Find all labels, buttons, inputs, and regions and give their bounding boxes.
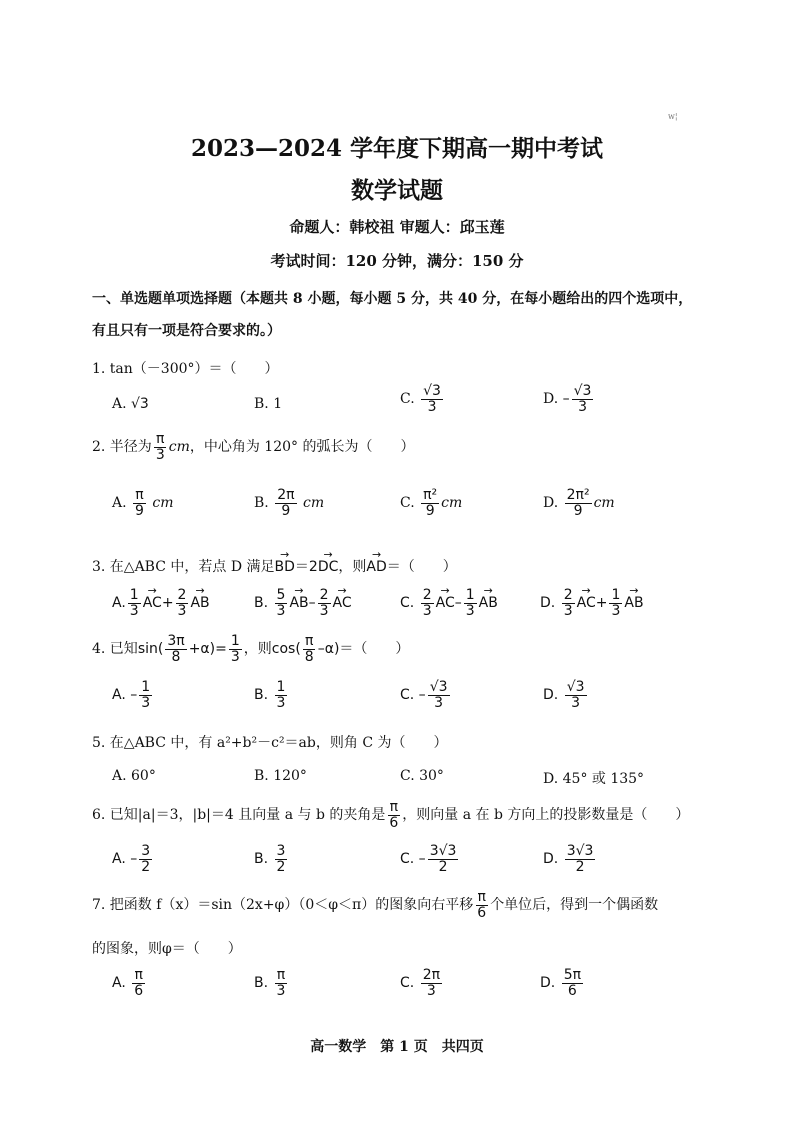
exam-title: 2023—2024 学年度下期高一期中考试	[190, 135, 604, 162]
q7-option-c: C. $\frac{2\pi}{3}$	[400, 967, 441, 999]
q2-option-c: C. $\frac{\text{π²}}{9}$ cm	[400, 487, 463, 519]
q3-option-c: C. $\frac{2}{3}$ → AC– $\frac{1}{3}$ → AB	[400, 588, 498, 618]
q7-option-d-label: D.	[540, 975, 556, 992]
q1-option-a-label: A.	[112, 396, 127, 412]
q4-option-a: A. – $\frac{1}{3}$	[112, 679, 151, 711]
q4-option-a-label: A.	[112, 687, 126, 704]
q2-option-d: D. $\frac{\text{2π²}}{9}$ cm	[543, 487, 615, 519]
q6-option-d: D. $\frac{3√3}{2}$	[543, 843, 594, 875]
page-footer: 高一数学 第 1 页 共四页	[310, 1039, 484, 1055]
q2-stem-pre: 2. 半径为	[92, 439, 152, 456]
q6-angle-fraction: $\frac{\pi}{6}$	[389, 799, 399, 831]
q7-shift-fraction: $\frac{\pi}{6}$	[477, 889, 487, 921]
q2-option-a-label: A.	[112, 495, 127, 512]
q3-option-a: A. $\frac{1}{3}$ → AC+ $\frac{2}{3}$ → AB	[112, 588, 210, 618]
authors-line: 命题人：韩校祖 审题人：邱玉莲	[289, 218, 505, 236]
q3-option-a-label: A.	[112, 595, 126, 612]
q4-option-d-label: D.	[543, 687, 559, 704]
question-1-stem: 1. tan（－300°）＝（ ）	[92, 361, 279, 377]
q4-stem-post: ＝（ ）	[339, 641, 410, 658]
q1-option-b: B. 1	[254, 396, 283, 412]
q4-option-b: B. $\frac{1}{3}$	[254, 679, 286, 711]
q4-given: sin( $\frac{3\pi}{8}$ +α)= $\frac{1}{3}$	[137, 633, 240, 665]
q2-option-b: B. $\frac{2\pi}{9}$ cm	[254, 487, 325, 519]
question-7-stem	[92, 890, 658, 920]
q7-stem-pre: 7. 把函数 f（x）＝sin（2x+φ）（0＜φ＜π）的图象向右平移	[92, 897, 474, 914]
q3-option-d: D. $\frac{2}{3}$ → AC+ $\frac{1}{3}$ → AB	[540, 588, 644, 618]
question-4-stem	[92, 634, 409, 664]
q3-option-c-label: C.	[400, 595, 415, 612]
q3-condition: → BD＝2→ DC	[275, 559, 339, 575]
q7-option-d: D. $\frac{5\pi}{6}$	[540, 967, 582, 999]
question-5-stem: 5. 在△ABC 中，有 a²+b²－c²＝ab，则角 C 为（ ）	[92, 735, 448, 751]
q3-option-b: B. $\frac{5}{3}$ → AB– $\frac{2}{3}$ → AC	[254, 588, 352, 618]
q4-target: cos( $\frac{\pi}{8}$ –α)	[271, 633, 340, 665]
q1-option-c-label: C.	[400, 391, 415, 408]
q5-option-b: B. 120°	[254, 768, 307, 784]
q6-stem-post: ，则向量 a 在 b 方向上的投影数量是（ ）	[402, 807, 690, 824]
q2-radius-fraction: $\frac{\pi}{3}$	[155, 431, 165, 463]
q7-option-b: B. $\frac{\pi}{3}$	[254, 967, 286, 999]
q3-stem-mid: ，则	[338, 559, 367, 575]
q4-option-b-label: B.	[254, 687, 269, 704]
q7-stem-post: 个单位后，得到一个偶函数	[490, 897, 659, 914]
q1-option-a-math: √3	[131, 396, 149, 412]
q4-option-c-label: C.	[400, 687, 415, 704]
q7-option-a-label: A.	[112, 975, 126, 992]
q5-option-d: D. 45° 或 135°	[543, 771, 645, 787]
q6-stem-pre: 6. 已知|a|＝3，|b|＝4 且向量 a 与 b 的夹角是	[92, 807, 386, 824]
exam-subject: 数学试题	[351, 177, 443, 204]
q5-option-a: A. 60°	[112, 768, 156, 784]
question-3-stem: 3. 在△ABC 中，若点 D 满足→ BD＝2→ DC，则→ AD＝（ ）	[92, 556, 457, 576]
q6-option-b-label: B.	[254, 851, 269, 868]
question-6-stem	[92, 800, 689, 830]
corner-mark: w¦	[668, 112, 678, 121]
q4-stem-mid: ，则	[243, 641, 272, 658]
q6-option-c-label: C.	[400, 851, 415, 868]
question-2-stem	[92, 432, 414, 462]
q2-option-c-label: C.	[400, 495, 415, 512]
q3-option-d-label: D.	[540, 595, 556, 612]
q6-option-d-label: D.	[543, 851, 559, 868]
q6-option-a: A. – $\frac{3}{2}$	[112, 843, 151, 875]
q1-option-d: D. – $\frac{√3}{3}$	[543, 383, 592, 415]
q4-option-d: D. $\frac{√3}{3}$	[543, 679, 585, 711]
q2-stem-post: ，中心角为 120° 的弧长为（ ）	[189, 439, 415, 456]
q2-option-b-label: B.	[254, 495, 269, 512]
q2-option-d-label: D.	[543, 495, 559, 512]
question-7-stem-cont: 的图象，则φ＝（ ）	[92, 941, 242, 957]
q7-option-a: A. $\frac{\pi}{6}$	[112, 967, 144, 999]
q7-option-b-label: B.	[254, 975, 269, 992]
q1-option-d-fraction: $\frac{√3}{3}$	[573, 383, 592, 415]
q1-option-c-fraction: $\frac{√3}{3}$	[423, 383, 441, 415]
q3-option-b-label: B.	[254, 595, 269, 612]
q6-option-b: B. $\frac{3}{2}$	[254, 843, 286, 875]
q3-stem-post: ＝（ ）	[386, 559, 457, 575]
q2-option-a: A. $\frac{\pi}{9}$ cm	[112, 487, 174, 519]
q1-option-d-label: D.	[543, 391, 559, 408]
q1-option-a	[112, 396, 149, 412]
q4-option-c: C. – $\frac{√3}{3}$	[400, 679, 448, 711]
section-heading: 一、单选题单项选择题（本题共 8 小题，每小题 5 分，共 40 分，在每小题给出的四个选项中，	[92, 291, 693, 307]
q3-stem-pre: 3. 在△ABC 中，若点 D 满足	[92, 559, 275, 575]
q5-option-c: C. 30°	[400, 768, 444, 784]
q7-option-c-label: C.	[400, 975, 415, 992]
section-heading-cont: 有且只有一项是符合要求的。）	[92, 323, 281, 339]
q6-option-a-label: A.	[112, 851, 126, 868]
q1-option-c	[400, 384, 445, 414]
q2-unit: cm	[168, 439, 190, 456]
exam-info: 考试时间：120 分钟，满分：150 分	[270, 252, 524, 270]
q6-option-c: C. – $\frac{3√3}{2}$	[400, 843, 457, 875]
q4-stem-pre: 4. 已知	[92, 641, 138, 658]
